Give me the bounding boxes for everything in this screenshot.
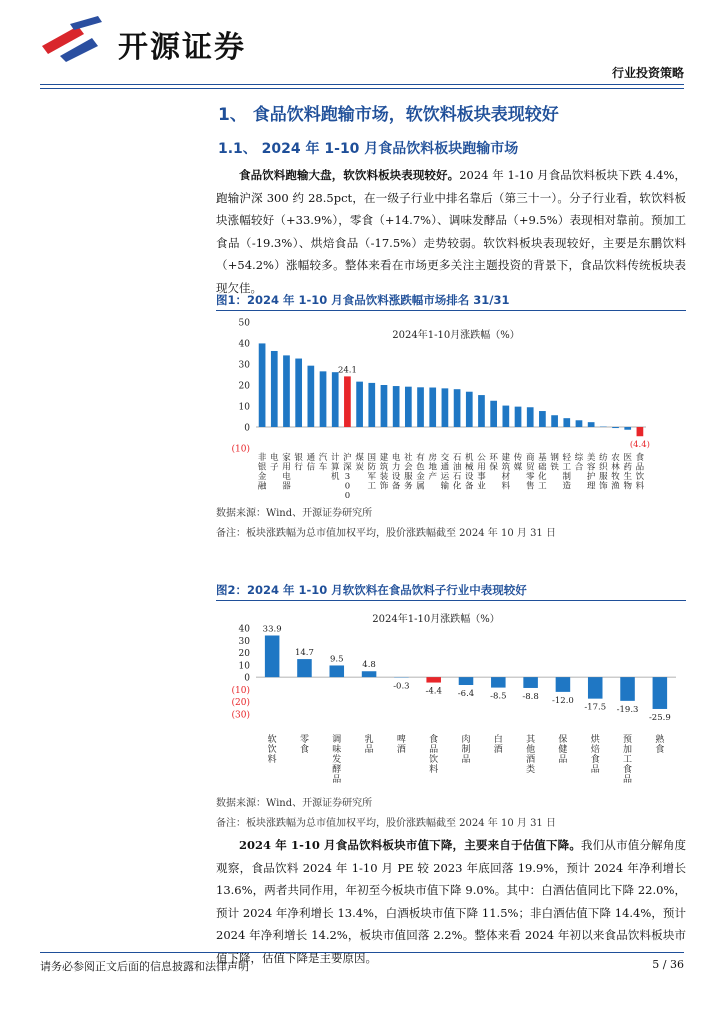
- figure-1-title: 图1：2024 年 1-10 月食品饮料涨跌幅市场排名 31/31: [216, 293, 510, 307]
- figure-1-source: 数据来源：Wind、开源证券研究所: [216, 508, 373, 519]
- x-tick-label: 零食: [299, 735, 309, 755]
- x-tick-label: 环保: [489, 453, 498, 473]
- y-tick-label: (10): [231, 685, 250, 696]
- bar: [426, 677, 441, 682]
- bar: [563, 418, 570, 427]
- x-tick-label: 沪深 3 0 0: [343, 453, 352, 501]
- x-tick-label: 汽车: [318, 453, 328, 473]
- data-label: (4.4): [629, 440, 650, 451]
- figure-2-remark: 备注：板块涨跌幅为总市值加权平均，股价涨跌幅截至 2024 年 10 月 31 日: [216, 818, 556, 829]
- x-tick-label: 轻工制造: [562, 453, 572, 492]
- x-tick-label: 熟食: [655, 735, 665, 755]
- x-tick-label: 商贸零售: [525, 453, 535, 492]
- data-label: 24.1: [337, 365, 357, 376]
- bar: [442, 388, 449, 427]
- paragraph-2-lead: 2024 年 1-10 月食品饮料板块市值下降，主要来自于估值下降。: [239, 838, 582, 852]
- figure-2-source: 数据来源：Wind、开源证券研究所: [216, 798, 373, 809]
- footer-disclaimer: 请务必参阅正文后面的信息披露和法律声明: [40, 960, 249, 973]
- data-label: -12.0: [552, 695, 574, 706]
- bar: [459, 677, 474, 685]
- x-tick-label: 非银金融: [257, 453, 267, 492]
- bar: [332, 372, 339, 427]
- figure-2-title: 图2：2024 年 1-10 月软饮料在食品饮料子行业中表现较好: [216, 583, 527, 597]
- logo-icon: [40, 16, 112, 62]
- x-tick-label: 机械设备: [465, 453, 474, 492]
- x-tick-label: 医药生物: [623, 453, 632, 492]
- x-tick-label: 纺织服饰: [599, 453, 608, 492]
- x-tick-label: 调味发酵品: [332, 735, 342, 785]
- y-tick-label: 20: [238, 381, 250, 392]
- brand-name: 开源证券: [118, 30, 246, 65]
- x-tick-label: 电子: [270, 453, 279, 473]
- y-tick-label: 40: [238, 339, 250, 350]
- bar: [620, 677, 635, 701]
- y-tick-label: (30): [231, 710, 250, 721]
- x-tick-label: 建筑装饰: [379, 453, 389, 492]
- x-tick-label: 通信: [306, 453, 316, 473]
- x-tick-label: 保健品: [558, 735, 568, 765]
- bar: [588, 422, 595, 427]
- x-tick-label: 建筑材料: [501, 453, 511, 492]
- bar: [539, 411, 546, 427]
- y-tick-label: (20): [231, 698, 250, 709]
- x-tick-label: 钢铁: [550, 453, 559, 473]
- bar: [556, 677, 571, 692]
- x-tick-label: 国防军工: [367, 453, 377, 492]
- x-tick-label: 啤酒: [396, 735, 406, 755]
- x-tick-label: 有色金属: [416, 453, 425, 492]
- paragraph-1-lead: 食品饮料跑输大盘，软饮料板块表现较好。: [239, 168, 460, 182]
- bar: [576, 420, 583, 427]
- x-tick-label: 肉制品: [461, 735, 471, 765]
- header-divider-thin: [40, 88, 684, 89]
- y-tick-label: (10): [231, 444, 250, 455]
- y-tick-label: 0: [244, 423, 250, 434]
- x-tick-label: 社会服务: [404, 453, 413, 492]
- x-tick-label: 乳品: [364, 735, 374, 755]
- figure-2-chart: [216, 602, 686, 794]
- section-label: 行业投资策略: [611, 66, 684, 80]
- bar: [551, 415, 558, 427]
- x-tick-label: 交通运输: [440, 453, 450, 492]
- paragraph-1: [216, 164, 686, 300]
- x-tick-label: 基础化工: [538, 453, 547, 492]
- x-tick-label: 烘焙食品: [590, 735, 600, 775]
- x-tick-label: 农林牧渔: [611, 453, 620, 492]
- bar: [454, 389, 461, 427]
- chart-title: 2024年1-10月涨跌幅（%）: [392, 330, 520, 341]
- y-tick-label: 40: [238, 624, 250, 635]
- data-label: 33.9: [262, 624, 282, 635]
- x-tick-label: 公用事业: [477, 453, 486, 492]
- x-tick-label: 石油石化: [452, 453, 462, 492]
- heading-1: 1、 食品饮料跑输市场，软饮料板块表现较好: [218, 105, 559, 125]
- bar: [653, 677, 668, 709]
- logo: [40, 16, 112, 62]
- bar: [271, 351, 278, 427]
- bar: [368, 383, 375, 427]
- chart-title: 2024年1-10月涨跌幅（%）: [372, 614, 500, 625]
- footer-divider: [40, 952, 684, 953]
- bar: [515, 407, 522, 427]
- paragraph-2-body: 我们从市值分解角度观察，食品饮料 2024 年 1-10 月 PE 较 2023 年底回落 19.9%，预计 2024 年净利增长 13.6%，两者共同作用，年初至今板块市值下降 9.0%。其中：白酒估值同比下降 22.0%，预计 2024 年净利增长 13.4%，白酒板块市值下降 11.5%；非白酒估值下降 14.4%，预计 2024 年净利增长 14.2%，板块市值回落 2.2%。整体来看 2024 年初以来食品饮料板块市值下降，估值下降是主要原因。: [216, 838, 687, 965]
- bar: [624, 427, 631, 430]
- bar: [405, 387, 412, 427]
- x-tick-label: 家用电器: [282, 453, 291, 492]
- data-label: -19.3: [616, 704, 639, 715]
- data-label: -17.5: [584, 702, 607, 713]
- page-number: 5 / 36: [652, 958, 684, 971]
- bar: [490, 401, 497, 427]
- bar: [320, 371, 327, 427]
- bar: [612, 427, 619, 428]
- bar: [330, 665, 345, 677]
- figure-1-rule: [216, 310, 686, 311]
- y-tick-label: 30: [238, 360, 250, 371]
- figure-1-chart: [216, 312, 686, 501]
- x-tick-label: 综合: [574, 453, 584, 473]
- data-label: 4.8: [362, 660, 376, 671]
- bar: [466, 392, 473, 427]
- figure-1-remark: 备注：板块涨跌幅为总市值加权平均，股价涨跌幅截至 2024 年 10 月 31 日: [216, 528, 556, 539]
- bar: [295, 359, 302, 427]
- bar: [283, 355, 290, 427]
- x-tick-label: 食品饮料: [635, 453, 645, 492]
- x-tick-label: 白酒: [493, 735, 503, 755]
- bar: [478, 395, 485, 427]
- data-label: -8.5: [490, 691, 507, 702]
- y-tick-label: 10: [238, 661, 250, 672]
- x-tick-label: 计算机: [330, 453, 340, 482]
- data-label: 14.7: [294, 648, 314, 659]
- bar: [344, 376, 351, 427]
- data-label: -4.4: [425, 686, 442, 697]
- y-tick-label: 0: [244, 673, 250, 684]
- y-tick-label: 50: [238, 318, 250, 329]
- bar: [381, 385, 388, 427]
- bar: [429, 388, 436, 427]
- bar: [527, 407, 534, 427]
- paragraph-1-body: 2024 年 1-10 月食品饮料板块下跌 4.4%，跑输沪深 300 约 28.5pct，在一级子行业中排名靠后（第三十一）。分子行业看，软饮料板块涨幅较好（+33.9%），零食（+14.7%）、调味发酵品（+9.5%）表现相对靠前。预加工食品（-19.3%）、烘焙食品（-17.5%）走势较弱。软饮料板块表现较好，主要是东鹏饮料（+54.2%）涨幅较多。整体来看在市场更多关注主题投资的背景下，食品饮料传统板块表现欠佳。: [216, 168, 686, 295]
- paragraph-2: [216, 834, 686, 970]
- bar: [259, 343, 266, 427]
- data-label: 9.5: [330, 654, 344, 665]
- bar: [356, 382, 363, 427]
- x-tick-label: 房地产: [428, 453, 437, 482]
- data-label: -25.9: [648, 712, 671, 723]
- header-divider: [40, 84, 684, 85]
- x-tick-label: 电力设备: [391, 453, 401, 492]
- bar: [523, 677, 538, 688]
- figure-2-rule: [216, 600, 686, 601]
- x-tick-label: 食品饮料: [429, 735, 439, 775]
- bar: [307, 366, 314, 427]
- x-tick-label: 银行: [294, 453, 303, 473]
- heading-2: 1.1、 2024 年 1-10 月食品饮料板块跑输市场: [218, 141, 519, 157]
- x-tick-label: 其他酒类: [526, 735, 536, 775]
- x-tick-label: 软饮料: [267, 735, 277, 765]
- bar: [491, 677, 506, 687]
- bar: [362, 671, 377, 677]
- data-label: -0.3: [393, 681, 410, 692]
- bar: [637, 427, 644, 436]
- x-tick-label: 美容护理: [586, 453, 596, 492]
- x-tick-label: 传媒: [513, 453, 523, 473]
- data-label: -8.8: [522, 691, 539, 702]
- y-tick-label: 20: [238, 649, 250, 660]
- x-tick-label: 煤炭: [355, 453, 364, 473]
- bar: [502, 406, 509, 427]
- bar: [297, 659, 312, 677]
- bar: [265, 635, 280, 677]
- y-tick-label: 30: [238, 636, 250, 647]
- bar: [588, 677, 603, 699]
- bar: [417, 387, 424, 427]
- data-label: -6.4: [457, 689, 475, 700]
- x-tick-label: 预加工食品: [623, 735, 633, 785]
- y-tick-label: 10: [238, 402, 250, 413]
- bar: [393, 386, 400, 427]
